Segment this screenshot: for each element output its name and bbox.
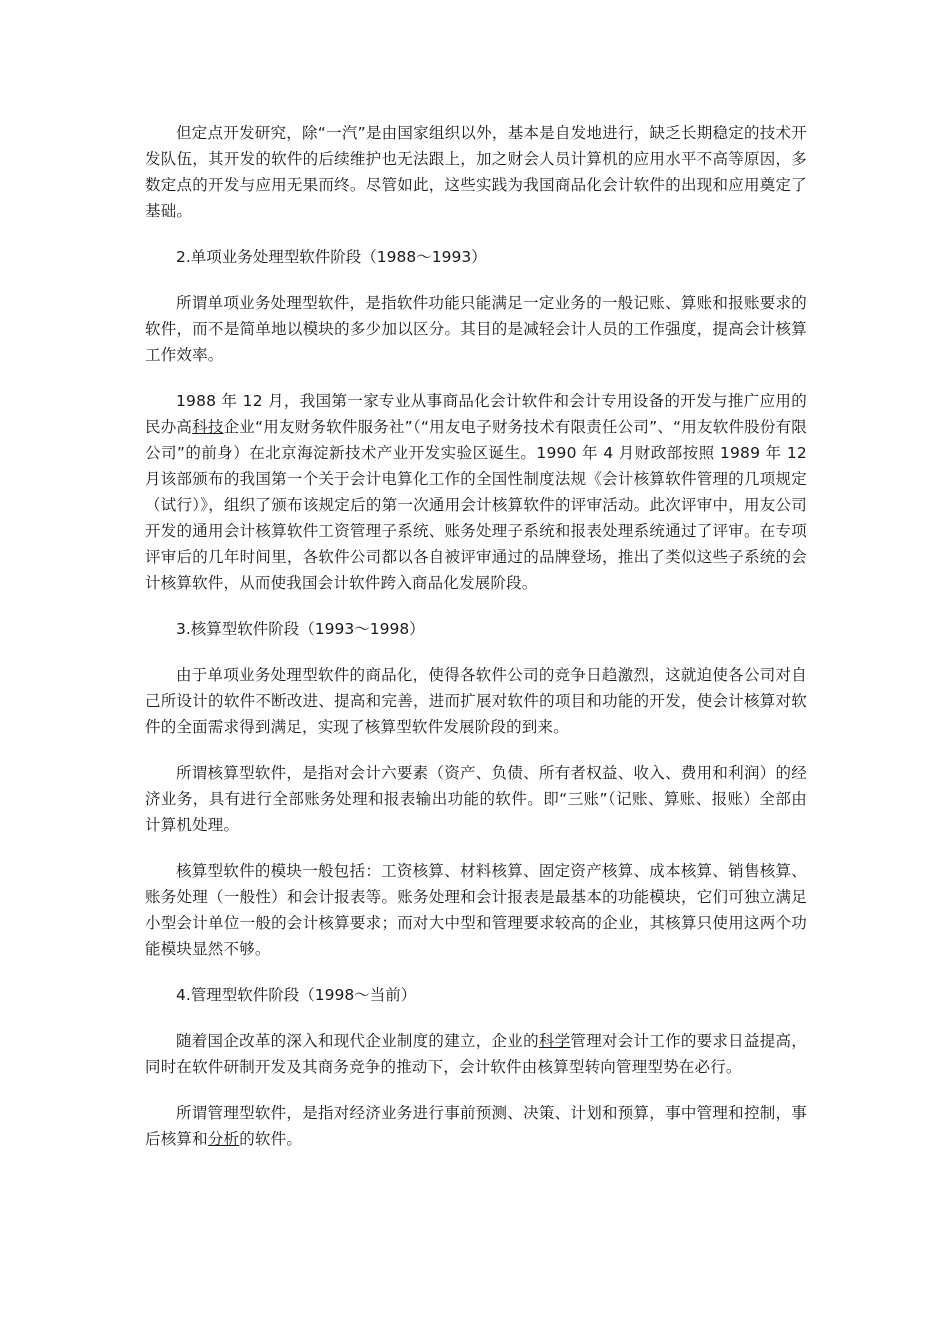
paragraph-text: 所谓单项业务处理型软件，是指软件功能只能满足一定业务的一般记账、算账和报账要求的软件，而不是简单地以模块的多少加以区分。其目的是减轻会计人员的工作强度，提高会计核算工作效率。	[145, 294, 807, 364]
paragraph-soe-reform	[145, 1028, 807, 1080]
document-page	[145, 120, 807, 1172]
link-analysis[interactable]: 分析	[207, 1130, 240, 1148]
paragraph-text: 1988 年 12 月，我国第一家专业从事商品化会计软件和会计专用设备的开发与推广应用的民办高	[145, 392, 807, 436]
paragraph-single-item-definition	[145, 290, 807, 368]
paragraph-text: 管理对会计工作的要求日益提高，同时在软件研制开发及其商务竞争的推动下，会计软件由核算型转向管理型势在必行。	[145, 1032, 807, 1076]
paragraph-text: 由于单项业务处理型软件的商品化，使得各软件公司的竞争日趋激烈，这就迫使各公司对自己所设计的软件不断改进、提高和完善，进而扩展对软件的项目和功能的开发，使会计核算对软件的全面需求得到满足，实现了核算型软件发展阶段的到来。	[145, 666, 807, 736]
paragraph-text: 的软件。	[239, 1130, 303, 1148]
paragraph-accounting-definition	[145, 760, 807, 838]
section-heading-single-item-stage	[145, 244, 807, 270]
paragraph-text: 随着国企改革的深入和现代企业制度的建立，企业的	[176, 1032, 539, 1050]
paragraph-management-definition	[145, 1100, 807, 1152]
heading-text: 2.单项业务处理型软件阶段（1988～1993）	[176, 248, 487, 266]
section-heading-management-stage	[145, 982, 807, 1008]
paragraph-text: 核算型软件的模块一般包括：工资核算、材料核算、固定资产核算、成本核算、销售核算、账务处理（一般性）和会计报表等。账务处理和会计报表是最基本的功能模块，它们可独立满足小型会计单位一般的会计核算要求；而对大中型和管理要求较高的企业，其核算只使用这两个功能模块显然不够。	[145, 862, 807, 958]
link-science[interactable]: 科学	[538, 1032, 571, 1050]
paragraph-text: 企业“用友财务软件服务社”（“用友电子财务技术有限责任公司”、“用友软件股份有限公司”的前身）在北京海淀新技术产业开发实验区诞生。1990 年 4 月财政部按照 1989 年 12 月该部颁布的我国第一个关于会计电算化工作的全国性制度法规《会计核算软件管理的几项规定（试行）》，组织了颁布该规定后的第一次通用会计核算软件的评审活动。此次评审中，用友公司开发的通用会计核算软件工资管理子系统、账务处理子系统和报表处理系统通过了评审。在专项评审后的几年时间里，各软件公司都以各自被评审通过的品牌登场，推出了类似这些子系统的会计核算软件，从而使我国会计软件跨入商品化发展阶段。	[145, 418, 807, 592]
paragraph-text: 但定点开发研究，除“一汽”是由国家组织以外，基本是自发地进行，缺乏长期稳定的技术开发队伍，其开发的软件的后续维护也无法跟上，加之财会人员计算机的应用水平不高等原因，多数定点的开发与应用无果而终。尽管如此，这些实践为我国商品化会计软件的出现和应用奠定了基础。	[145, 124, 807, 220]
section-heading-accounting-stage	[145, 616, 807, 642]
heading-text: 4.管理型软件阶段（1998～当前）	[176, 986, 417, 1004]
paragraph-accounting-modules	[145, 858, 807, 962]
paragraph-text: 所谓核算型软件，是指对会计六要素（资产、负债、所有者权益、收入、费用和利润）的经济业务，具有进行全部账务处理和报表输出功能的软件。即“三账”（记账、算账、报账）全部由计算机处理。	[145, 764, 807, 834]
paragraph-yonyou-history	[145, 388, 807, 596]
paragraph-commercialization	[145, 662, 807, 740]
heading-text: 3.核算型软件阶段（1993～1998）	[176, 620, 425, 638]
paragraph-text: 所谓管理型软件，是指对经济业务进行事前预测、决策、计划和预算，事中管理和控制，事后核算和	[145, 1104, 807, 1148]
link-technology[interactable]: 科技	[192, 418, 224, 436]
paragraph-fixed-point-development	[145, 120, 807, 224]
